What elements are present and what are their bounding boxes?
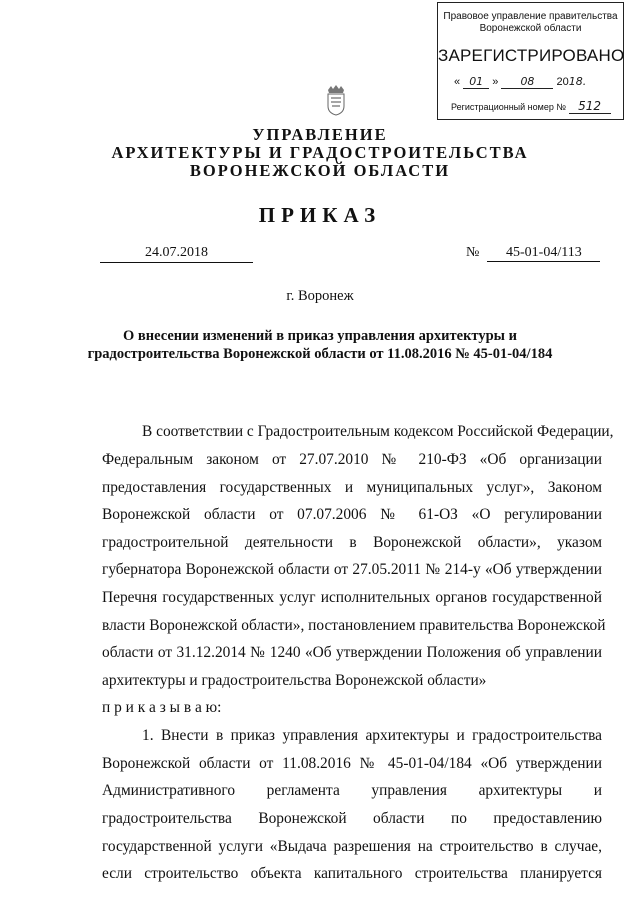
body-line: Воронежской области от 11.08.2016 № 45-01-04/184 «Об утверждении (102, 755, 602, 772)
registration-stamp (437, 2, 624, 120)
stamp-authority-line1: Правовое управление правительства (443, 11, 618, 22)
body-line: градостроительной деятельности в Воронежской области», указом (102, 534, 602, 551)
coat-of-arms-emblem (325, 84, 347, 116)
body-line: государственной услуги «Выдача разрешения на строительство в случае, (102, 838, 602, 855)
org-name-line2: АРХИТЕКТУРЫ И ГРАДОСТРОИТЕЛЬСТВА (111, 143, 529, 162)
stamp-reg-label: Регистрационный номер № (451, 102, 567, 112)
body-line: Перечня государственных услуг исполнительных органов государственной (102, 589, 602, 606)
subject-line1: О внесении изменений в приказ управления архитектуры и (123, 328, 517, 344)
body-line: Административного регламента управления архитектуры и (102, 782, 602, 799)
stamp-reg-number: 512 (569, 99, 611, 114)
document-date: 24.07.2018 (100, 245, 253, 263)
body-line: градостроительства Воронежской области по предоставлению (102, 810, 602, 827)
body-line: власти Воронежской области», постановлением правительства Воронежской (102, 617, 606, 634)
stamp-date-year-prefix: 20 (556, 76, 569, 88)
body-line: Воронежской области от 07.07.2006 № 61-ОЗ «О регулировании (102, 506, 602, 523)
city: г. Воронеж (286, 288, 354, 304)
number-sign: № (466, 245, 480, 260)
stamp-authority-line2: Воронежской области (479, 23, 582, 34)
body-line: области от 31.12.2014 № 1240 «Об утверждении Положения об управлении (102, 644, 602, 661)
document-number-block (466, 245, 600, 262)
body-line: В соответствии с Градостроительным кодексом Российской Федерации, (142, 423, 614, 440)
body-line: 1. Внести в приказ управления архитектуры и градостроительства (142, 727, 602, 744)
stamp-date-day: 01 (463, 75, 489, 89)
body-line: губернатора Воронежской области от 27.05.2011 № 214-у «Об утверждении (102, 561, 602, 578)
body-line: предоставления государственных и муниципальных услуг», Законом (102, 479, 602, 496)
document-type: ПРИКАЗ (258, 203, 382, 227)
stamp-reg (451, 99, 621, 114)
document-number: 45-01-04/113 (487, 245, 600, 262)
stamp-date-close-quote: » (492, 76, 499, 88)
body-line: Федеральным законом от 27.07.2010 № 210-ФЗ «Об организации (102, 451, 602, 468)
subject-line2: градостроительства Воронежской области от 11.08.2016 № 45-01-04/184 (87, 346, 553, 362)
stamp-date (454, 75, 614, 89)
org-name-line3: ВОРОНЕЖСКОЙ ОБЛАСТИ (189, 161, 451, 180)
body-line: если строительство объекта капитального строительства планируется (102, 865, 602, 882)
stamp-status: ЗАРЕГИСТРИРОВАНО (438, 46, 625, 65)
stamp-date-year-suffix: 18. (568, 75, 587, 88)
org-name-line1: УПРАВЛЕНИЕ (252, 125, 388, 144)
stamp-date-open-quote: « (454, 76, 461, 88)
stamp-date-month: 08 (501, 75, 553, 89)
body-line: архитектуры и градостроительства Воронежской области» (102, 672, 487, 689)
order-word: п р и к а з ы в а ю: (102, 699, 222, 716)
